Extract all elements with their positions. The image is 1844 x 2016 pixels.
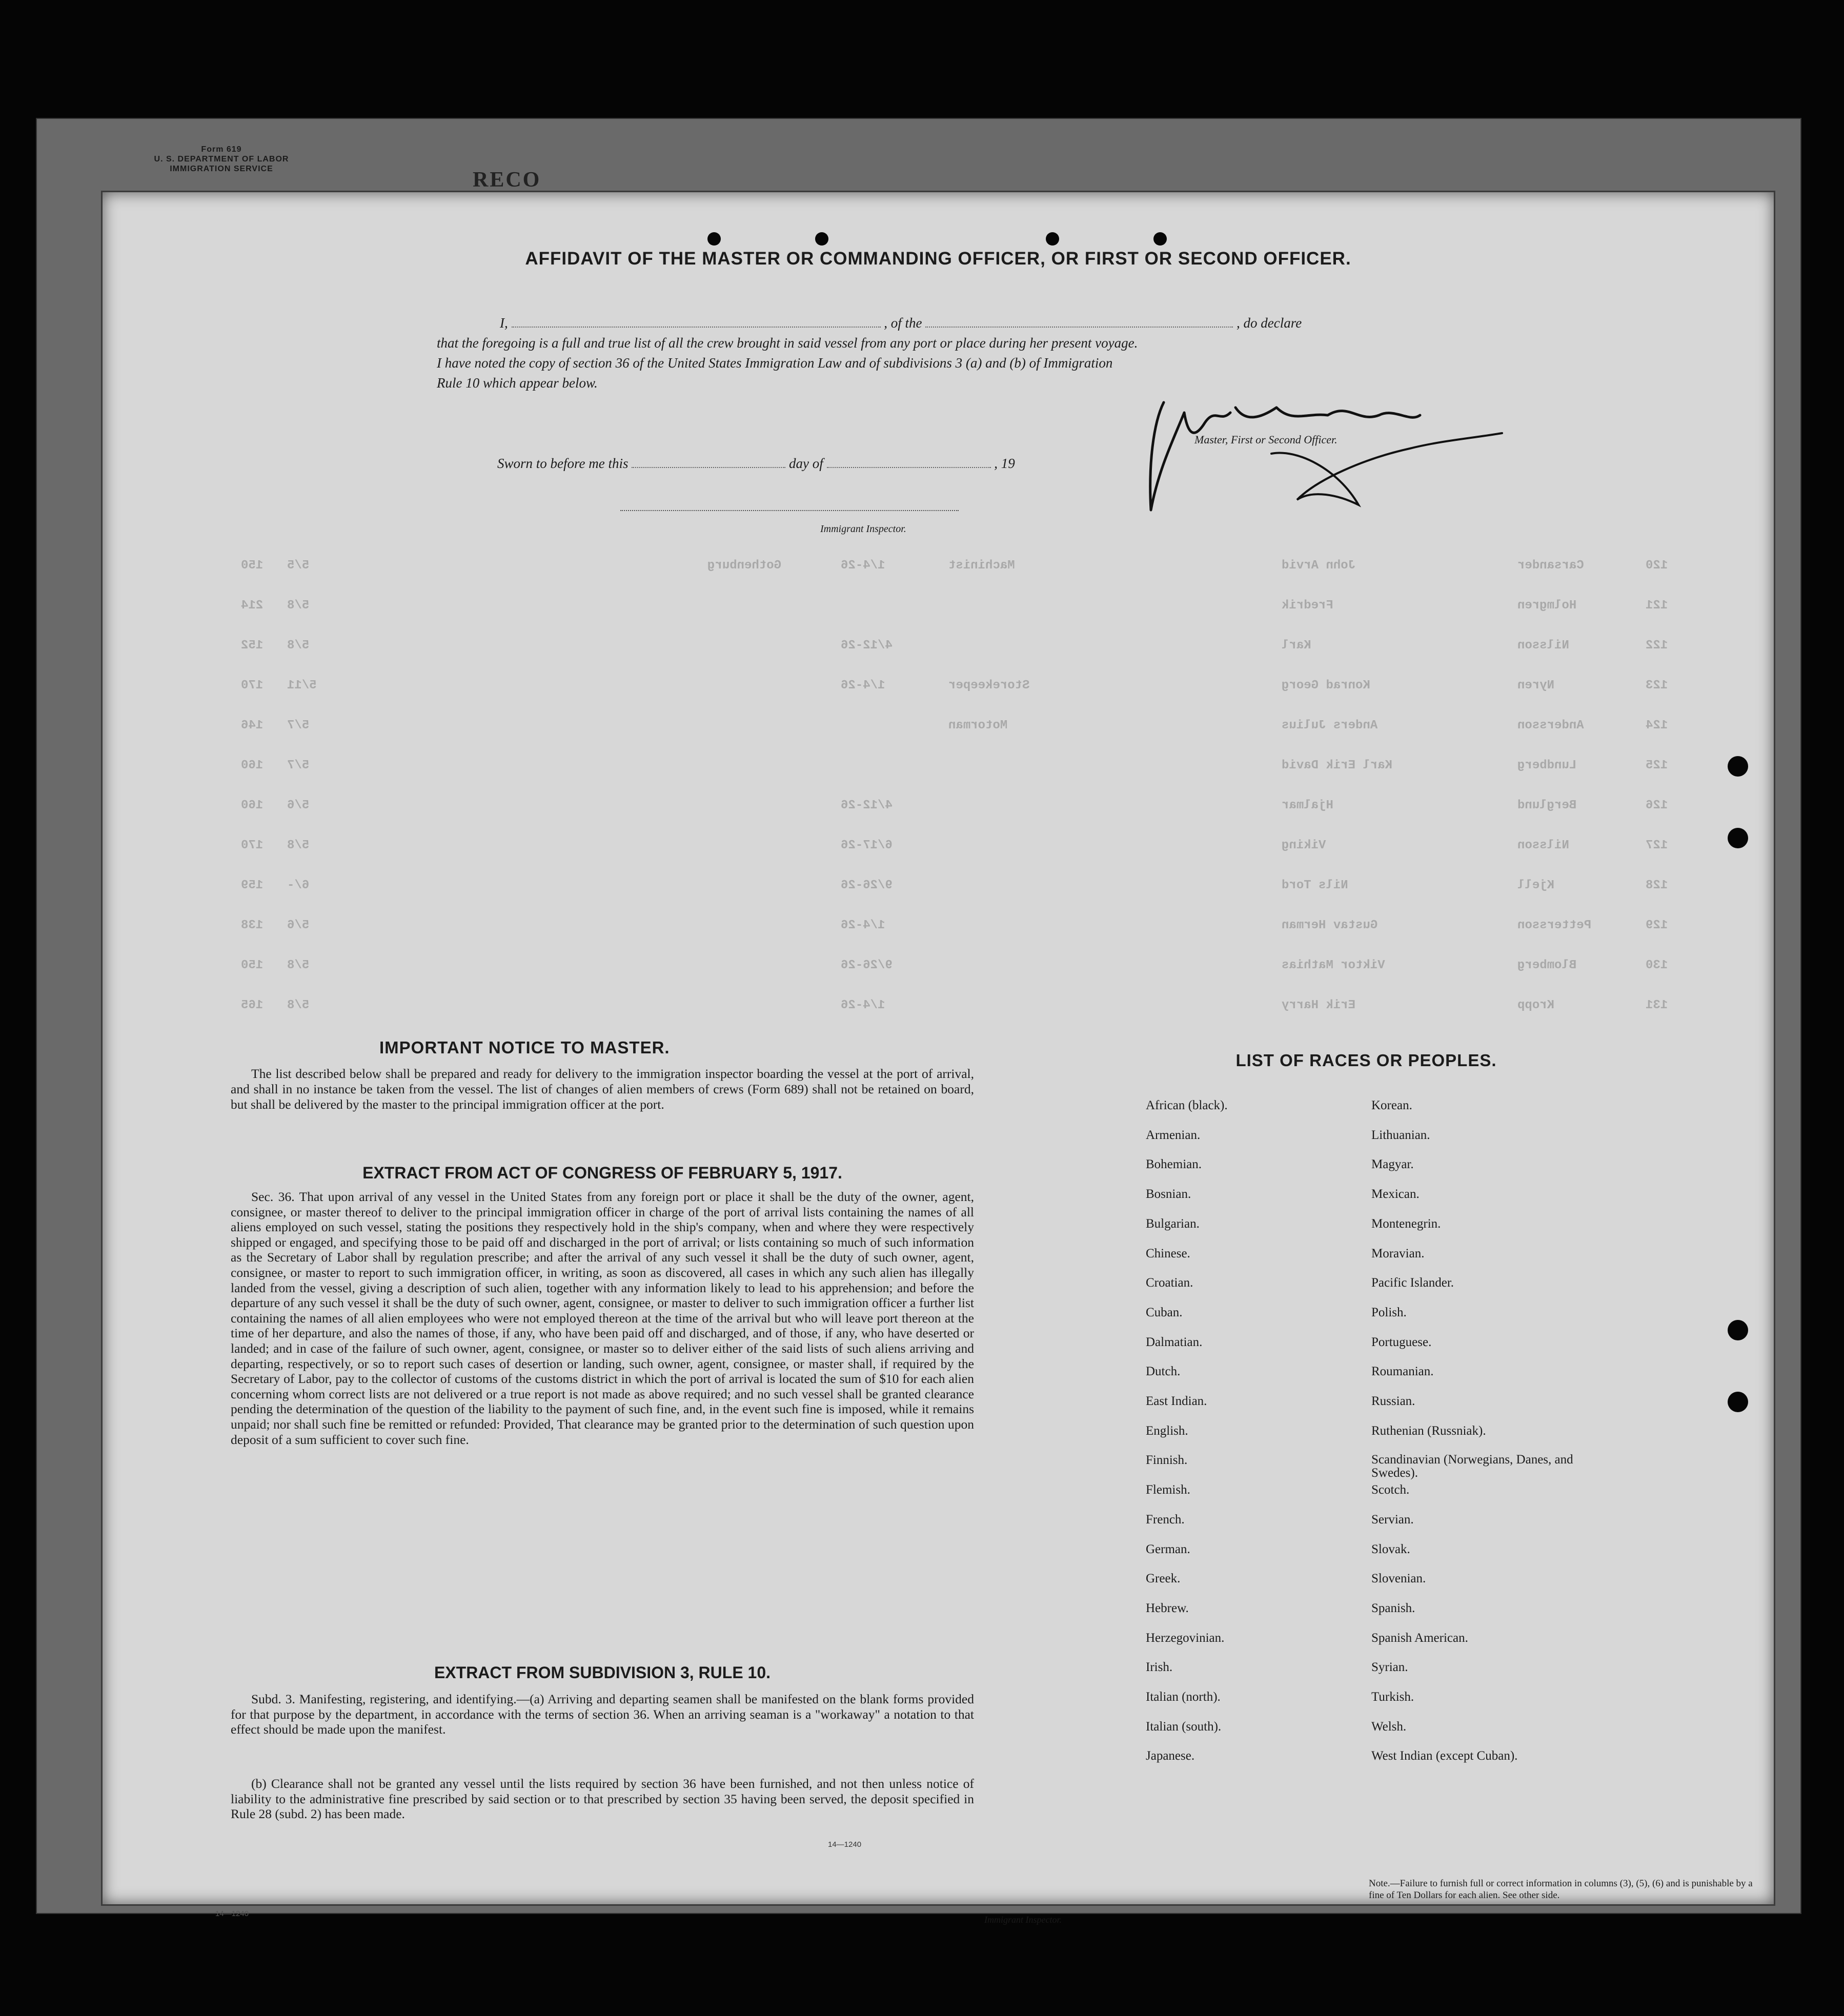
- race-item: German.: [1146, 1542, 1190, 1556]
- of-the-label: , of the: [884, 315, 922, 331]
- bleed-through-given: Anders Julius: [1282, 719, 1378, 732]
- bleed-through-given: Fredrik: [1282, 599, 1333, 613]
- race-item: Greek.: [1146, 1572, 1181, 1586]
- bleed-through-name: Nyren: [1517, 679, 1555, 693]
- bleed-through-w: 159: [241, 879, 264, 892]
- punch-hole: [1153, 232, 1167, 246]
- form-line: Form 619: [201, 145, 242, 154]
- affidavit-title: AFFIDAVIT OF THE MASTER OR COMMANDING OFFICER, OR FIRST OR SECOND OFFICER.: [525, 249, 1351, 269]
- bleed-through-no: 131: [1646, 999, 1668, 1012]
- bleed-through-no: 125: [1646, 759, 1668, 772]
- bleed-through-name: Kropp: [1517, 999, 1555, 1012]
- bleed-through-no: 122: [1646, 639, 1668, 653]
- race-item: West Indian (except Cuban).: [1371, 1749, 1518, 1763]
- bleed-through-row: [103, 639, 1774, 659]
- race-item: Scandinavian (Norwegians, Danes, and Swedes).: [1371, 1453, 1573, 1480]
- bleed-through-name: Nilsson: [1517, 839, 1569, 852]
- race-item: Finnish.: [1146, 1453, 1188, 1468]
- race-item: Bosnian.: [1146, 1187, 1191, 1202]
- bleed-through-date: 4/12-26: [841, 639, 893, 653]
- bleed-through-date: 1/4-26: [841, 559, 885, 573]
- bleed-through-name: Blomberg: [1517, 959, 1577, 972]
- bleed-through-date: 1/4-26: [841, 919, 885, 932]
- bleed-through-no: 126: [1646, 799, 1668, 812]
- bleed-through-given: Gustav Herman: [1282, 919, 1378, 932]
- rule-paragraph-a: Subd. 3. Manifesting, registering, and identifying.—(a) Arriving and departing seamen shall be manifested on the blank forms provided for that purpose by the department, in accordance with the terms of section 36. When an arriving seaman is a "workaway" a notation to that effect should be made upon the manifest.: [231, 1692, 974, 1737]
- declaration-line-1: [500, 313, 1525, 333]
- race-item: Mexican.: [1371, 1187, 1420, 1202]
- race-item: Syrian.: [1371, 1660, 1408, 1675]
- race-item: Magyar.: [1371, 1157, 1414, 1172]
- race-item: Turkish.: [1371, 1690, 1414, 1704]
- punch-hole: [1728, 1392, 1748, 1412]
- print-code: 14—1240: [828, 1840, 862, 1849]
- bleed-through-occ: Machinist: [948, 559, 1015, 573]
- bleed-through-h: 5/8: [287, 599, 310, 613]
- punch-hole: [707, 232, 721, 246]
- bleed-through-occ: Storekeeper: [948, 679, 1030, 693]
- bleed-through-date: 9/26-26: [841, 879, 893, 892]
- sworn-blank: [632, 467, 785, 468]
- master-signature: [1143, 392, 1512, 525]
- race-item: Korean.: [1371, 1098, 1412, 1112]
- do-declare-label: , do declare: [1237, 315, 1302, 331]
- declaration-line-3: I have noted the copy of section 36 of the United States Immigration Law and of subdivisions 3 (a) and (b) of Immigration: [437, 355, 1113, 371]
- bleed-through-row: [103, 919, 1774, 939]
- bleed-through-no: 123: [1646, 679, 1668, 693]
- bleed-through-given: Hjalmar: [1282, 799, 1333, 812]
- race-item: Italian (north).: [1146, 1690, 1221, 1704]
- race-item: Dalmatian.: [1146, 1335, 1203, 1349]
- bleed-through-w: 150: [241, 559, 264, 573]
- sworn-line: [497, 454, 1015, 474]
- bleed-through-name: Lundberg: [1517, 759, 1577, 772]
- form-line: IMMIGRATION SERVICE: [170, 165, 273, 173]
- bleed-through-h: 5/8: [287, 839, 310, 852]
- i-label: I,: [500, 315, 508, 331]
- bleed-through-place: Gothenburg: [707, 559, 782, 573]
- declaration-line-4: Rule 10 which appear below.: [437, 375, 598, 391]
- bleed-through-given: Viktor Mathias: [1282, 959, 1385, 972]
- bleed-through-row: [103, 799, 1774, 819]
- name-blank: [512, 327, 881, 328]
- race-item: East Indian.: [1146, 1394, 1207, 1408]
- race-item: Polish.: [1371, 1305, 1407, 1319]
- rule-extract-title: EXTRACT FROM SUBDIVISION 3, RULE 10.: [434, 1663, 771, 1682]
- race-item: Dutch.: [1146, 1365, 1181, 1379]
- race-item: Hebrew.: [1146, 1601, 1189, 1615]
- bleed-through-date: 6/17-26: [841, 839, 893, 852]
- bleed-through-h: 5/5: [287, 559, 310, 573]
- bleed-through-h: 5/7: [287, 719, 310, 732]
- bleed-through-name: Nilsson: [1517, 639, 1569, 653]
- bleed-through-date: 1/4-26: [841, 679, 885, 693]
- bleed-through-row: [103, 879, 1774, 899]
- bleed-through-row: [103, 559, 1774, 579]
- race-item: Chinese.: [1146, 1246, 1190, 1260]
- footer-note: Note.—Failure to furnish full or correct information in columns (3), (5), (6) and is punishable by a fine of Ten Dollars for each alien. See other side.: [1369, 1878, 1753, 1901]
- bleed-through-name: Carsander: [1517, 559, 1584, 573]
- race-item: Welsh.: [1371, 1719, 1407, 1734]
- race-item: Japanese.: [1146, 1749, 1195, 1763]
- bleed-through-w: 170: [241, 839, 264, 852]
- race-item: Italian (south).: [1146, 1719, 1222, 1734]
- record-heading-fragment: RECO: [473, 168, 541, 192]
- declaration-line-2: that the foregoing is a full and true list of all the crew brought in said vessel from any port or place during her present voyage.: [437, 335, 1138, 351]
- race-item: Moravian.: [1371, 1246, 1425, 1260]
- inspector-label: Immigrant Inspector.: [820, 523, 906, 535]
- bleed-through-row: [103, 679, 1774, 699]
- bleed-through-name: Kjell: [1517, 879, 1555, 892]
- bleed-through-h: 5/8: [287, 959, 310, 972]
- bleed-through-w: 146: [241, 719, 264, 732]
- form-line: U. S. DEPARTMENT OF LABOR: [154, 155, 289, 164]
- bleed-through-h: 5/8: [287, 999, 310, 1012]
- bleed-through-date: 9/26-26: [841, 959, 893, 972]
- bleed-through-h: 6/-: [287, 879, 310, 892]
- race-item: Bohemian.: [1146, 1157, 1202, 1172]
- bleed-through-given: Nils Tord: [1282, 879, 1348, 892]
- bleed-through-no: 130: [1646, 959, 1668, 972]
- bleed-through-name: Andersson: [1517, 719, 1584, 732]
- bleed-through-h: 5/7: [287, 759, 310, 772]
- sworn-label: Sworn to before me this: [497, 456, 629, 471]
- race-item: Portuguese.: [1371, 1335, 1432, 1349]
- punch-hole: [815, 232, 828, 246]
- race-item: African (black).: [1146, 1098, 1228, 1112]
- bleed-through-given: John Arvid: [1282, 559, 1356, 573]
- bleed-through-row: [103, 839, 1774, 859]
- punch-hole: [1046, 232, 1059, 246]
- bleed-through-row: [103, 959, 1774, 979]
- bleed-through-no: 120: [1646, 559, 1668, 573]
- master-signer-label: Master, First or Second Officer.: [1194, 433, 1338, 446]
- bleed-through-given: Karl: [1282, 639, 1311, 653]
- race-item: Bulgarian.: [1146, 1216, 1200, 1231]
- act-extract-title: EXTRACT FROM ACT OF CONGRESS OF FEBRUARY 5, 1917.: [362, 1164, 842, 1182]
- bleed-through-row: [103, 999, 1774, 1019]
- bleed-through-h: 5/11: [287, 679, 317, 693]
- bleed-through-given: Karl Erik David: [1282, 759, 1393, 772]
- day-of-label: day of: [789, 456, 823, 471]
- race-item: Flemish.: [1146, 1483, 1190, 1497]
- bleed-through-h: 5/6: [287, 799, 310, 812]
- bleed-through-no: 127: [1646, 839, 1668, 852]
- race-item: Croatian.: [1146, 1276, 1193, 1290]
- races-title: LIST OF RACES OR PEOPLES.: [1235, 1051, 1497, 1070]
- bleed-through-no: 124: [1646, 719, 1668, 732]
- bleed-through-h: 5/8: [287, 639, 310, 653]
- bleed-through-date: 1/4-26: [841, 999, 885, 1012]
- bleed-through-name: Pettersson: [1517, 919, 1592, 932]
- bleed-through-h: 5/6: [287, 919, 310, 932]
- race-item: Ruthenian (Russniak).: [1371, 1423, 1486, 1438]
- notice-title: IMPORTANT NOTICE TO MASTER.: [379, 1038, 670, 1057]
- race-item: Slovak.: [1371, 1542, 1410, 1556]
- vessel-blank: [925, 327, 1233, 328]
- bleed-through-no: 129: [1646, 919, 1668, 932]
- bleed-through-w: 138: [241, 919, 264, 932]
- race-item: Irish.: [1146, 1660, 1173, 1675]
- bleed-through-w: 160: [241, 799, 264, 812]
- bleed-through-w: 150: [241, 959, 264, 972]
- notice-body: The list described below shall be prepared and ready for delivery to the immigration inspector boarding the vessel at the port of arrival, and shall in no instance be taken from the vessel. The list of changes of alien members of crews (Form 689) shall not be retained on board, but shall be delivered by the master to the principal immigration officer at the port.: [231, 1066, 974, 1112]
- bleed-through-w: 165: [241, 999, 264, 1012]
- act-extract-body: Sec. 36. That upon arrival of any vessel in the United States from any foreign port or place it shall be the duty of the owner, agent, consignee, or master thereof to deliver to the principal immigration officer in charge of the port of arrival lists containing the names of all aliens employed on such vessel, stating the positions they respectively hold in the ship's company, when and where they were respectively shipped or engaged, and specifying those to be paid off and discharged in the port of arrival; or lists containing so much of such information as the Secretary of Labor shall by regulation prescribe; and after the arrival of any such vessel it shall be the duty of such owner, agent, consignee, or master to report to such immigration officer, in writing, as soon as discovered, all cases in which any such alien has illegally landed from the vessel, giving a description of such alien, together with any information likely to lead to his apprehension; and before the departure of any such vessel it shall be the duty of such owner, agent, consignee, or master to deliver to such immigration officer a further list containing the names of all alien employees who were not employed thereon at the time of the arrival but who will leave port thereon at the time of her departure, and also the names of those, if any, who have been paid off and discharged, and of those, if any, who have deserted or landed; and in case of the failure of such owner, agent, consignee, or master so to deliver either of the said lists of such aliens arriving and departing, respectively, or so to report such cases of desertion or landing, such owner, agent, consignee, or master shall, if required by the Secretary of Labor, pay to the collector of customs of the customs district in which the port of arrival is located the sum of $10 for each alien concerning whom correct lists are not delivered or a true report is not made as above required; and no such vessel shall be granted clearance pending the determination of the question of the liability to the payment of such fine, and, in the event such fine is imposed, while it remains unpaid; nor shall such fine be remitted or refunded: Provided, That clearance may be granted prior to the determination of such question upon deposit of a sum sufficient to cover such fine.: [231, 1189, 974, 1447]
- bleed-through-row: [103, 599, 1774, 619]
- bleed-through-row: [103, 759, 1774, 779]
- bleed-through-occ: Motorman: [948, 719, 1008, 732]
- bleed-through-name: Berglund: [1517, 799, 1577, 812]
- bleed-through-given: Konrad Georg: [1282, 679, 1370, 693]
- bleed-through-given: Viking: [1282, 839, 1326, 852]
- year-label: , 19: [994, 456, 1015, 471]
- race-item: Herzegovinian.: [1146, 1631, 1225, 1645]
- bleed-through-no: 121: [1646, 599, 1668, 613]
- bleed-through-given: Erik Harry: [1282, 999, 1356, 1012]
- bleed-through-date: 4/12-26: [841, 799, 893, 812]
- affidavit-sheet: [103, 192, 1774, 1925]
- race-item: Pacific Islander.: [1371, 1276, 1454, 1290]
- bleed-through-row: [103, 719, 1774, 739]
- bleed-through-w: 160: [241, 759, 264, 772]
- race-item: Cuban.: [1146, 1305, 1183, 1319]
- footer-inspector-label: Immigrant Inspector.: [984, 1915, 1062, 1925]
- race-item: Spanish American.: [1371, 1631, 1468, 1645]
- race-item: Spanish.: [1371, 1601, 1415, 1615]
- rule-paragraph-b: (b) Clearance shall not be granted any vessel until the lists required by section 36 have been furnished, and not then unless notice of liability to the administrative fine prescribed by said section or to that prescribed by section 35 having been served, the deposit specified in Rule 28 (subd. 2) has been made.: [231, 1776, 974, 1822]
- race-item: Scotch.: [1371, 1483, 1410, 1497]
- inspector-signature-line: [620, 510, 959, 511]
- race-item: Lithuanian.: [1371, 1128, 1430, 1142]
- bleed-through-w: 152: [241, 639, 264, 653]
- bleed-through-no: 128: [1646, 879, 1668, 892]
- punch-hole: [1728, 1320, 1748, 1340]
- race-item: French.: [1146, 1512, 1185, 1526]
- bleed-through-w: 214: [241, 599, 264, 613]
- side-code: 14—1240: [215, 1909, 249, 1918]
- race-item: Montenegrin.: [1371, 1216, 1441, 1231]
- race-item: Armenian.: [1146, 1128, 1201, 1142]
- month-blank: [827, 467, 991, 468]
- bleed-through-name: Holmgren: [1517, 599, 1577, 613]
- race-item: Roumanian.: [1371, 1365, 1434, 1379]
- bleed-through-w: 170: [241, 679, 264, 693]
- race-item: Servian.: [1371, 1512, 1414, 1526]
- race-item: Russian.: [1371, 1394, 1415, 1408]
- race-item: English.: [1146, 1423, 1188, 1438]
- form-number-block: [114, 145, 329, 174]
- race-item: Slovenian.: [1371, 1572, 1426, 1586]
